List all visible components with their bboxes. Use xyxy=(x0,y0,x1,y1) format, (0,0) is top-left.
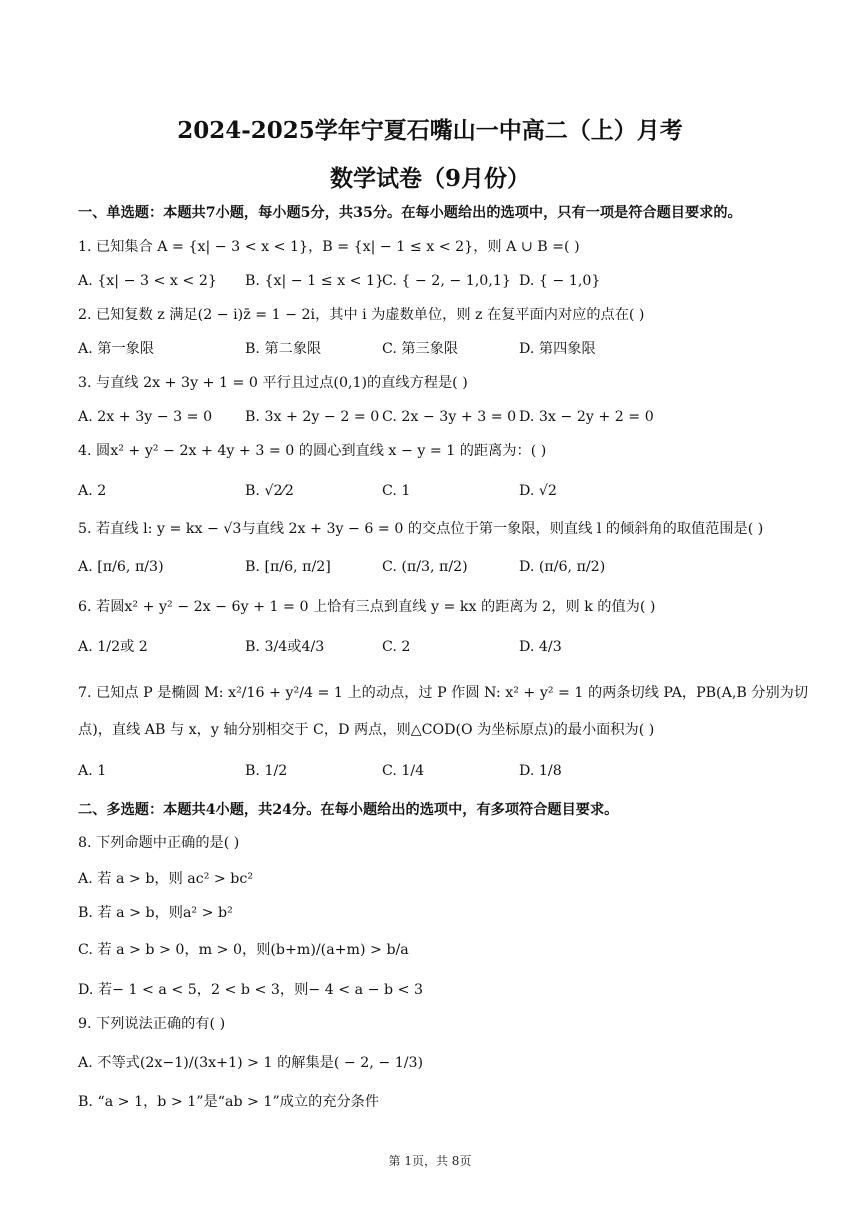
exam-subtitle: 数学试卷（9月份） xyxy=(329,165,530,192)
question-6-stem: 6. 若圆x² + y² − 2x − 6y + 1 = 0 上恰有三点到直线 y = kx 的距离为 2，则 k 的值为( ) xyxy=(78,599,656,615)
question-4-stem: 4. 圆x² + y² − 2x + 4y + 3 = 0 的圆心到直线 x − y = 1 的距离为：( ) xyxy=(78,443,547,459)
question-7-option-d: D. 1/8 xyxy=(519,763,562,779)
question-6-option-a: A. 1/2或 2 xyxy=(78,639,148,655)
question-1-option-c: C. { − 2, − 1,0,1} xyxy=(382,273,511,289)
question-1-option-b: B. {x| − 1 ≤ x < 1} xyxy=(245,273,385,289)
question-4-option-c: C. 1 xyxy=(382,483,411,499)
question-9-option-b: B. “a > 1，b > 1”是“ab > 1”成立的充分条件 xyxy=(78,1094,380,1110)
question-5-option-b: B. [π/6, π/2] xyxy=(245,559,331,575)
question-7-stem-line2: 点)，直线 AB 与 x，y 轴分别相交于 C，D 两点，则△COD(O 为坐标原点)的最小面积为( ) xyxy=(78,722,655,738)
question-2-stem: 2. 已知复数 z 满足(2 − i)z̄ = 1 − 2i，其中 i 为虚数单位，则 z 在复平面内对应的点在( ) xyxy=(78,307,645,323)
question-1-option-a: A. {x| − 3 < x < 2} xyxy=(78,273,217,289)
question-8-option-a: A. 若 a > b，则 ac² > bc² xyxy=(78,871,254,887)
section-multiple-choice: 二、多选题：本题共4小题，共24分。在每小题给出的选项中，有多项符合题目要求。 xyxy=(78,802,619,818)
question-3-stem: 3. 与直线 2x + 3y + 1 = 0 平行且过点(0,1)的直线方程是( ) xyxy=(78,375,468,391)
question-2-option-b: B. 第二象限 xyxy=(245,341,322,357)
question-8-option-c: C. 若 a > b > 0，m > 0，则(b+m)/(a+m) > b/a xyxy=(78,942,409,958)
question-5-option-c: C. (π/3, π/2) xyxy=(382,559,468,575)
question-1-option-d: D. { − 1,0} xyxy=(519,273,601,289)
question-5-option-a: A. [π/6, π/3) xyxy=(78,559,164,575)
question-7-option-b: B. 1/2 xyxy=(245,763,288,779)
question-5-stem: 5. 若直线 l: y = kx − √3与直线 2x + 3y − 6 = 0 的交点位于第一象限，则直线 l 的倾斜角的取值范围是( ) xyxy=(78,521,764,537)
question-4-option-a: A. 2 xyxy=(78,483,107,499)
question-2-option-d: D. 第四象限 xyxy=(519,341,596,357)
question-8-option-d: D. 若− 1 < a < 5，2 < b < 3，则− 4 < a − b < 3 xyxy=(78,982,424,998)
question-3-option-b: B. 3x + 2y − 2 = 0 xyxy=(245,409,380,425)
page-footer: 第 1页，共 8页 xyxy=(388,1154,472,1168)
question-7-option-a: A. 1 xyxy=(78,763,107,779)
question-5-option-d: D. (π/6, π/2) xyxy=(519,559,606,575)
question-2-option-c: C. 第三象限 xyxy=(382,341,459,357)
question-2-option-a: A. 第一象限 xyxy=(78,341,155,357)
question-6-option-c: C. 2 xyxy=(382,639,411,655)
question-8-stem: 8. 下列命题中正确的是( ) xyxy=(78,835,240,851)
question-9-option-a: A. 不等式(2x−1)/(3x+1) > 1 的解集是( − 2, − 1/3) xyxy=(78,1055,424,1071)
question-1-stem: 1. 已知集合 A = {x| − 3 < x < 1}，B = {x| − 1 ≤ x < 2}，则 A ∪ B =( ) xyxy=(78,239,580,255)
question-7-stem-line1: 7. 已知点 P 是椭圆 M: x²/16 + y²/4 = 1 上的动点，过 P 作圆 N: x² + y² = 1 的两条切线 PA，PB(A,B 分别为切 xyxy=(78,685,809,701)
question-6-option-d: D. 4/3 xyxy=(519,639,562,655)
question-8-option-b: B. 若 a > b，则a² > b² xyxy=(78,905,233,921)
question-3-option-c: C. 2x − 3y + 3 = 0 xyxy=(382,409,517,425)
exam-title: 2024-2025学年宁夏石嘴山一中高二（上）月考 xyxy=(177,117,683,144)
question-3-option-d: D. 3x − 2y + 2 = 0 xyxy=(519,409,654,425)
question-4-option-b: B. √2⁄2 xyxy=(245,483,294,499)
question-3-option-a: A. 2x + 3y − 3 = 0 xyxy=(78,409,213,425)
question-6-option-b: B. 3/4或4/3 xyxy=(245,639,325,655)
question-4-option-d: D. √2 xyxy=(519,483,557,499)
question-9-stem: 9. 下列说法正确的有( ) xyxy=(78,1016,226,1032)
question-7-option-c: C. 1/4 xyxy=(382,763,425,779)
section-single-choice: 一、单选题：本题共7小题，每小题5分，共35分。在每小题给出的选项中，只有一项是符合题目要求的。 xyxy=(78,205,742,221)
